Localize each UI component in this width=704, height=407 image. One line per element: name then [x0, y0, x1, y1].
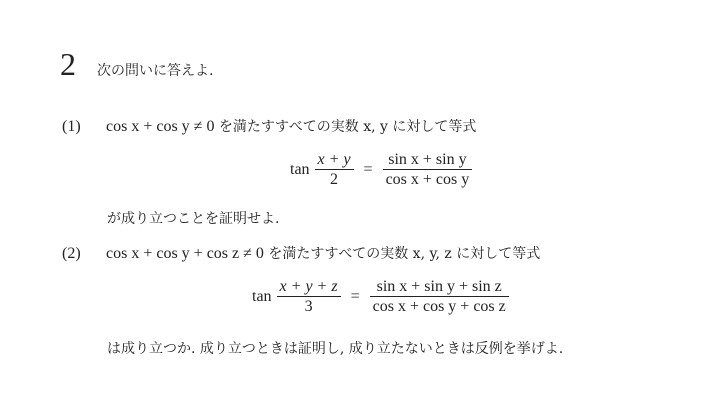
- part1-statement: を満たすすべての実数 x, y に対して等式: [218, 119, 477, 135]
- part2-rhs-denominator: cos x + cos y + cos z: [372, 298, 506, 315]
- part1-equation: [290, 150, 476, 189]
- part1-lhs-function: tan: [290, 160, 310, 178]
- part2-lhs-denominator: 3: [304, 298, 313, 315]
- problem-intro: 次の問いに答えよ.: [97, 63, 214, 79]
- part2-statement: を満たすすべての実数 x, y, z に対して等式: [268, 246, 541, 262]
- part1-statement-line: [106, 118, 476, 136]
- part2-lhs-fraction: [277, 277, 341, 316]
- part1-lhs-denominator: 2: [330, 171, 339, 188]
- part2-conclusion: は成り立つか. 成り立つときは証明し, 成り立たないときは反例を挙げよ.: [107, 341, 564, 357]
- part1-lhs-fraction: [315, 150, 354, 189]
- part2-rhs-numerator: sin x + sin y + sin z: [376, 278, 502, 295]
- part2-rhs-fraction: [370, 277, 509, 316]
- part1-equals-sign: =: [363, 160, 373, 178]
- part1-rhs-numerator: sin x + sin y: [388, 151, 467, 168]
- part2-equals-sign: =: [350, 287, 360, 305]
- part1-rhs-denominator: cos x + cos y: [385, 171, 470, 188]
- part2-equation: [252, 277, 513, 316]
- part2-lhs-function: tan: [252, 287, 272, 305]
- part1-lhs-numerator: x + y: [317, 151, 351, 168]
- part1-rhs-fraction: [383, 150, 473, 189]
- part2-condition: cos x + cos y + cos z ≠ 0: [106, 245, 264, 262]
- part2-lhs-numerator: x + y + z: [279, 278, 338, 295]
- problem-number: 2: [60, 46, 76, 82]
- part2-label: (2): [62, 245, 81, 262]
- part2-statement-line: [106, 245, 540, 263]
- part1-label: (1): [62, 118, 81, 135]
- part1-condition: cos x + cos y ≠ 0: [106, 118, 215, 135]
- part1-conclusion: が成り立つことを証明せよ.: [107, 211, 280, 227]
